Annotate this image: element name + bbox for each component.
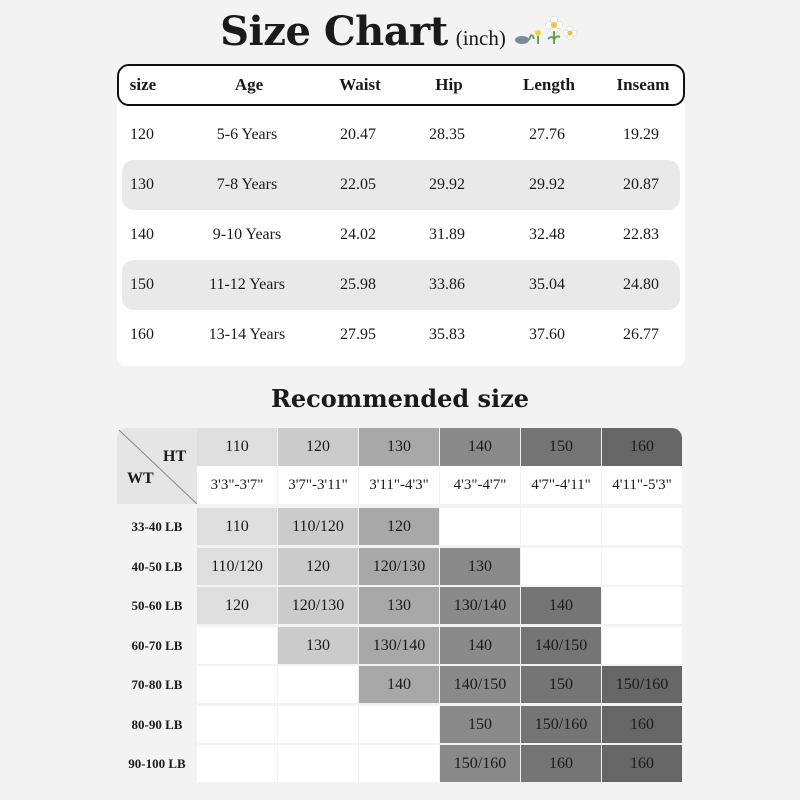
size-cell: 160 xyxy=(602,706,682,743)
size-cell: 110/120 xyxy=(197,548,277,585)
size-table xyxy=(117,64,685,366)
table-row xyxy=(122,210,680,260)
size-cell: 160 xyxy=(602,745,682,782)
cell-hip: 28.35 xyxy=(429,126,465,143)
cell-size: 120 xyxy=(130,126,154,143)
cell-size: 160 xyxy=(130,326,154,343)
size-cell: 130 xyxy=(440,548,520,585)
flowers-icon xyxy=(514,15,580,50)
size-cell: 150 xyxy=(440,706,520,743)
empty-cell xyxy=(359,706,439,743)
height-header: 160 xyxy=(602,428,682,466)
height-header: 130 xyxy=(359,428,439,466)
empty-cell xyxy=(602,587,682,624)
cell-age: 9-10 Years xyxy=(212,226,282,243)
col-waist: Waist xyxy=(339,75,381,94)
empty-cell xyxy=(602,508,682,545)
weight-label: 90-100 LB xyxy=(117,745,197,783)
cell-length: 29.92 xyxy=(529,176,565,193)
cell-hip: 33.86 xyxy=(429,276,465,293)
empty-cell xyxy=(197,706,277,743)
cell-hip: 29.92 xyxy=(429,176,465,193)
size-cell: 120 xyxy=(359,508,439,545)
size-cell: 150/160 xyxy=(602,666,682,703)
title-row xyxy=(100,8,700,66)
cell-inseam: 24.80 xyxy=(623,276,659,293)
page-title: Size Chart xyxy=(220,8,448,55)
empty-cell xyxy=(440,508,520,545)
cell-hip: 35.83 xyxy=(429,326,465,343)
weight-label: 80-90 LB xyxy=(117,706,197,744)
size-cell: 140 xyxy=(521,587,601,624)
cell-length: 35.04 xyxy=(529,276,565,293)
weight-label: 33-40 LB xyxy=(117,508,197,546)
size-cell: 130/140 xyxy=(359,627,439,664)
size-cell: 150/160 xyxy=(440,745,520,782)
cell-waist: 20.47 xyxy=(340,126,376,143)
height-range: 3'7"-3'11" xyxy=(278,466,358,504)
size-cell: 150 xyxy=(521,666,601,703)
col-inseam: Inseam xyxy=(616,75,670,94)
size-cell: 120/130 xyxy=(359,548,439,585)
size-cell: 120 xyxy=(278,548,358,585)
height-range: 4'11"-5'3" xyxy=(602,466,682,504)
height-header: 120 xyxy=(278,428,358,466)
empty-cell xyxy=(521,508,601,545)
col-length: Length xyxy=(523,75,575,94)
size-cell: 130 xyxy=(359,587,439,624)
cell-inseam: 19.29 xyxy=(623,126,659,143)
cell-inseam: 20.87 xyxy=(623,176,659,193)
empty-cell xyxy=(278,706,358,743)
table-row xyxy=(122,160,680,210)
cell-waist: 27.95 xyxy=(340,326,376,343)
height-range: 4'7"-4'11" xyxy=(521,466,601,504)
weight-label: 40-50 LB xyxy=(117,548,197,586)
size-cell: 120/130 xyxy=(278,587,358,624)
cell-age: 13-14 Years xyxy=(208,326,286,343)
empty-cell xyxy=(197,745,277,782)
col-hip: Hip xyxy=(435,75,463,94)
cell-length: 32.48 xyxy=(529,226,565,243)
cell-age: 11-12 Years xyxy=(209,276,285,293)
height-range: 3'11"-4'3" xyxy=(359,466,439,504)
empty-cell xyxy=(602,548,682,585)
size-table-header xyxy=(117,64,685,106)
size-cell: 150/160 xyxy=(521,706,601,743)
cell-size: 130 xyxy=(130,176,154,193)
height-header: 110 xyxy=(197,428,277,466)
table-row xyxy=(122,260,680,310)
cell-waist: 24.02 xyxy=(340,226,376,243)
cell-inseam: 22.83 xyxy=(623,226,659,243)
recommended-title: Recommended size xyxy=(270,384,530,413)
height-axis-label: HT xyxy=(163,448,187,465)
size-cell: 110/120 xyxy=(278,508,358,545)
col-size: size xyxy=(129,75,157,94)
size-cell: 120 xyxy=(197,587,277,624)
weight-axis-label: WT xyxy=(127,470,154,487)
empty-cell xyxy=(197,627,277,664)
size-chart-panel xyxy=(100,0,700,800)
cell-size: 150 xyxy=(130,276,154,293)
cell-length: 27.76 xyxy=(529,126,565,143)
empty-cell xyxy=(602,627,682,664)
size-cell: 140 xyxy=(359,666,439,703)
empty-cell xyxy=(278,666,358,703)
empty-cell xyxy=(278,745,358,782)
table-row xyxy=(122,310,680,360)
cell-age: 7-8 Years xyxy=(216,176,278,193)
size-cell: 140/150 xyxy=(521,627,601,664)
cell-inseam: 26.77 xyxy=(623,326,659,343)
empty-cell xyxy=(521,548,601,585)
size-cell: 160 xyxy=(521,745,601,782)
cell-size: 140 xyxy=(130,226,154,243)
height-header: 150 xyxy=(521,428,601,466)
cell-waist: 22.05 xyxy=(340,176,376,193)
weight-label: 70-80 LB xyxy=(117,666,197,704)
unit-label: (inch) xyxy=(455,26,506,50)
cell-age: 5-6 Years xyxy=(216,126,278,143)
height-range: 3'3"-3'7" xyxy=(197,466,277,504)
size-cell: 130/140 xyxy=(440,587,520,624)
cell-waist: 25.98 xyxy=(340,276,376,293)
height-range: 4'3"-4'7" xyxy=(440,466,520,504)
size-cell: 140 xyxy=(440,627,520,664)
empty-cell xyxy=(197,666,277,703)
col-age: Age xyxy=(234,75,264,94)
grid-corner xyxy=(117,428,197,504)
recommended-size-grid xyxy=(117,428,687,786)
size-cell: 110 xyxy=(197,508,277,545)
weight-label: 50-60 LB xyxy=(117,587,197,625)
height-header: 140 xyxy=(440,428,520,466)
size-cell: 140/150 xyxy=(440,666,520,703)
size-cell: 130 xyxy=(278,627,358,664)
empty-cell xyxy=(359,745,439,782)
table-row xyxy=(122,110,680,160)
weight-label: 60-70 LB xyxy=(117,627,197,665)
cell-hip: 31.89 xyxy=(429,226,465,243)
cell-length: 37.60 xyxy=(529,326,565,343)
